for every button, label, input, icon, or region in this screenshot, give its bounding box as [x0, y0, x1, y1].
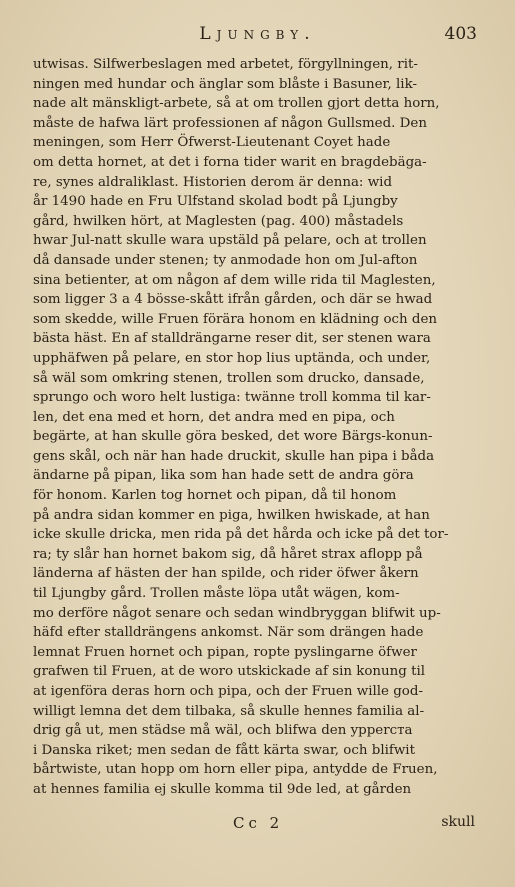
text-line: len, det ena med et horn, det andra med en pipa, och: [33, 409, 395, 425]
text-line: meningen, som Herr Öfwerst-Lieutenant Coyet hade: [33, 135, 391, 151]
text-line: då dansade under stenen; ty anmodade hon om Jul-afton: [33, 252, 418, 268]
text-line: ra; ty slår han hornet bakom sig, då håret strax aflopp på: [33, 546, 423, 562]
text-line: gård, hwilken hört, at Maglesten (pag. 400) måstadels: [33, 213, 404, 229]
text-line: begärte, at han skulle göra besked, det wore Bärgs-konun-: [33, 429, 433, 445]
text-line: utwisas. Silfwerbeslagen med arbetet, förgyllningen, rit-: [33, 57, 418, 72]
page-header: [0, 14, 515, 44]
text-line: på andra sidan kommer en piga, hwilken hwiskade, at han: [33, 507, 430, 523]
text-line: willigt lemna det dem tilbaka, så skulle hennes familia al-: [33, 703, 425, 719]
text-line: så wäl som omkring stenen, trollen som drucko, dansade,: [33, 370, 425, 386]
text-line: måste de hafwa lärt professionen af någon Gullsmed. Den: [33, 115, 427, 131]
text-line: grafwen til Fruen, at de woro utskickade af sin konung til: [33, 664, 426, 680]
text-line: bårtwiste, utan hopp om horn eller pipa, antydde de Fruen,: [33, 762, 438, 778]
text-line: länderna af hästen der han spilde, och rider öfwer åkern: [33, 566, 419, 582]
text-line: som ligger 3 a 4 bössе-skått ifrån gården, och där se hwad: [33, 292, 433, 308]
text-line: för honom. Karlen tog hornet och pipan, då til honom: [33, 488, 397, 504]
text-line: nade alt mänskligt-arbete, så at om trollen gjort detta horn,: [33, 96, 440, 112]
text-line: i Danska riket; men sedan de fått kärta swar, och blifwit: [33, 742, 415, 758]
text-line: re, synes aldraliklast. Historien derom är denna: wid: [33, 174, 393, 190]
running-title: Ljungby.: [199, 24, 316, 44]
body-text: [33, 55, 483, 800]
page-footer: [33, 814, 483, 836]
text-line: mo derföre något senare och sedan windbryggan blifwit up-: [33, 605, 441, 621]
text-line: icke skulle dricka, men rida på det hårda och icke på det tor-: [33, 527, 449, 543]
text-line: upphäfwen på pelare, en stor hop lius uptända, och under,: [33, 350, 431, 366]
text-line: til Ljungby gård. Trollen måste löpa utåt wägen, kom-: [33, 586, 400, 602]
text-line: ningen med hundar och änglar som blåste i Basuner, lik-: [33, 76, 417, 92]
text-line: sina betienter, at om någon af dem wille rida til Maglesten,: [33, 272, 436, 288]
text-line: sprungo och woro helt lustiga: twänne troll komma til kar-: [33, 390, 431, 406]
text-line: drig gå ut, men städse må wäl, och blifwa den ypperста: [33, 723, 413, 739]
page-number: 403: [444, 24, 477, 44]
text-line: häfd efter stalldrängens ankomst. När som drängen hade: [33, 625, 424, 641]
text-line: som skedde, wille Fruen förära honom en klädning och den: [33, 311, 438, 327]
signature-mark: Cc 2: [233, 814, 284, 832]
text-line: lemnat Fruen hornet och pipan, ropte pyslingarne öfwer: [33, 644, 417, 660]
text-line: hwar Jul-natt skulle wara upstäld på pelare, och at trollen: [33, 233, 427, 249]
text-line: ändarne på pipan, lika som han hade sett de andra göra: [33, 468, 414, 484]
text-line: om detta hornet, at det i forna tider warit en bragdebäga-: [33, 154, 427, 170]
text-line: at igenföra deras horn och pipa, och der Fruen wille god-: [33, 684, 423, 699]
text-line: bästa häst. En af stalldrängarne reser dit, ser stenen wara: [33, 331, 431, 347]
catchword: skull: [441, 814, 475, 830]
text-line: at hennes familia ej skulle komma til 9de led, at gården: [33, 781, 412, 797]
text-line: år 1490 hade en Fru Ulfstand skolad bodt på Ljungby: [33, 194, 398, 210]
text-line: gens skål, och när han hade druckit, skulle han pipa i båda: [33, 448, 435, 464]
